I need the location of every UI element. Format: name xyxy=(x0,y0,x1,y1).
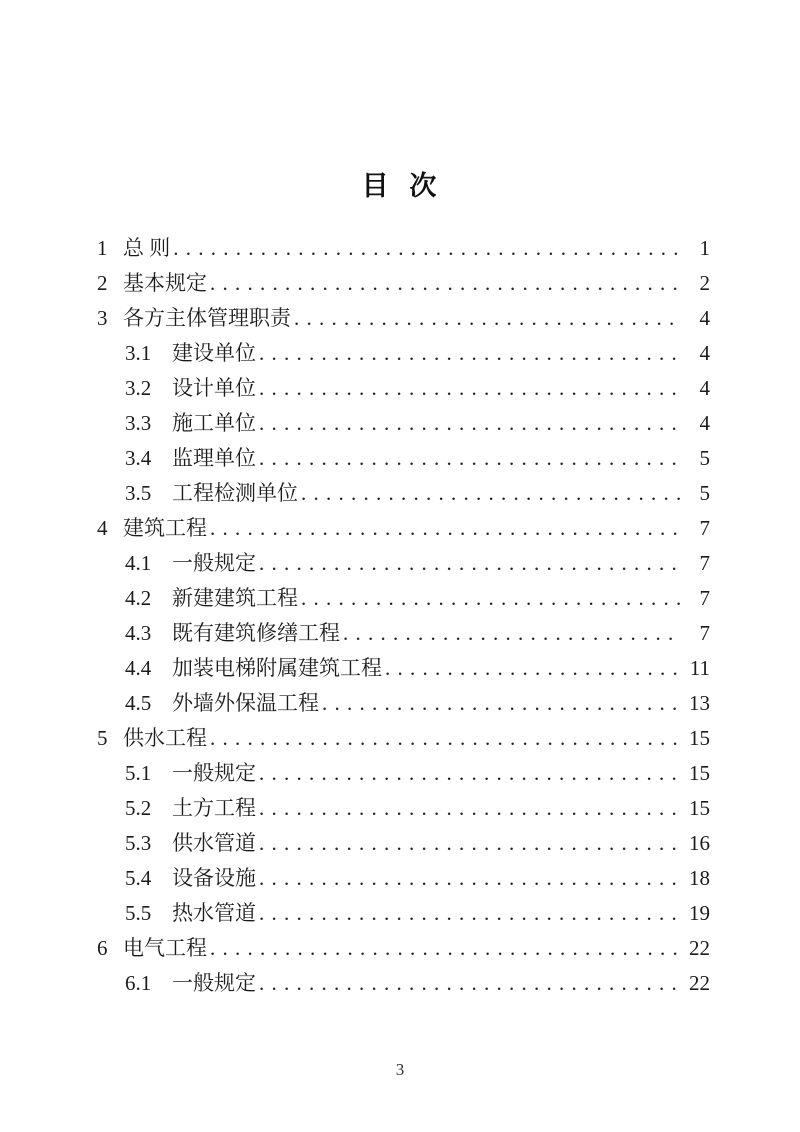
toc-entry-label: 一般规定 xyxy=(172,971,256,995)
toc-entry-page: 15 xyxy=(689,761,710,785)
toc-dot-leader xyxy=(259,371,680,406)
toc-entry-page: 7 xyxy=(699,516,710,540)
toc-entry-page: 5 xyxy=(699,446,710,470)
toc-entry-label: 总 则 xyxy=(123,236,171,260)
toc-entry xyxy=(97,546,710,581)
toc-entry-label: 土方工程 xyxy=(172,796,256,820)
toc-entry xyxy=(97,301,710,336)
toc-dot-leader xyxy=(259,966,680,1001)
toc-dot-leader xyxy=(259,546,680,581)
footer-page-number: 3 xyxy=(395,1060,405,1079)
toc-dot-leader xyxy=(259,406,680,441)
toc-entry xyxy=(97,581,710,616)
toc-entry-label: 新建建筑工程 xyxy=(172,586,298,610)
toc-entry xyxy=(97,791,710,826)
toc-dot-leader xyxy=(322,686,680,721)
toc-entry-label: 既有建筑修缮工程 xyxy=(172,621,340,645)
toc-entry-page: 4 xyxy=(699,306,710,330)
toc-entry-label: 供水管道 xyxy=(172,831,256,855)
toc-entry-number: 3.1 xyxy=(125,341,152,365)
toc-entry-page: 4 xyxy=(699,411,710,435)
toc-entry-page: 4 xyxy=(699,376,710,400)
toc-dot-leader xyxy=(173,231,680,266)
toc-entry-label: 施工单位 xyxy=(172,411,256,435)
toc-entry-number: 1 xyxy=(97,236,108,260)
toc-entry-number: 3.2 xyxy=(125,376,152,400)
toc-entry-page: 22 xyxy=(689,971,710,995)
toc-entry xyxy=(97,476,710,511)
toc-entry-label: 加装电梯附属建筑工程 xyxy=(172,656,382,680)
toc-entry-label: 设计单位 xyxy=(172,376,256,400)
toc-dot-leader xyxy=(259,861,680,896)
toc-entry xyxy=(97,616,710,651)
toc-entry-number: 2 xyxy=(97,271,108,295)
toc-entry-page: 13 xyxy=(689,691,710,715)
toc-entry xyxy=(97,756,710,791)
toc-dot-leader xyxy=(210,511,680,546)
toc-dot-leader xyxy=(385,651,680,686)
toc-entry-page: 11 xyxy=(689,656,710,680)
toc-entry-label: 各方主体管理职责 xyxy=(123,306,291,330)
toc-dot-leader xyxy=(210,721,680,756)
toc-entry-label: 建设单位 xyxy=(172,341,256,365)
toc-entry xyxy=(97,826,710,861)
toc-entry xyxy=(97,441,710,476)
toc-entry xyxy=(97,686,710,721)
toc-entry-page: 5 xyxy=(699,481,710,505)
toc-entry-number: 3.5 xyxy=(125,481,152,505)
toc-entry-label: 基本规定 xyxy=(123,271,207,295)
toc-entry-number: 6 xyxy=(97,936,108,960)
toc-entry-label: 供水工程 xyxy=(123,726,207,750)
toc-entry-label: 一般规定 xyxy=(172,551,256,575)
toc-entry-page: 7 xyxy=(699,621,710,645)
toc-entry-label: 设备设施 xyxy=(172,866,256,890)
toc-entry xyxy=(97,511,710,546)
toc-entry-page: 7 xyxy=(699,551,710,575)
toc-entry-number: 5.4 xyxy=(125,866,152,890)
toc-entry-number: 4.4 xyxy=(125,656,152,680)
toc-dot-leader xyxy=(259,896,680,931)
toc-entry-number: 3.4 xyxy=(125,446,152,470)
toc-entry-number: 5 xyxy=(97,726,108,750)
toc-list xyxy=(97,231,710,1001)
toc-entry xyxy=(97,266,710,301)
toc-entry-number: 4.3 xyxy=(125,621,152,645)
toc-entry-label: 监理单位 xyxy=(172,446,256,470)
toc-entry-page: 15 xyxy=(689,726,710,750)
toc-entry xyxy=(97,231,710,266)
toc-entry-page: 22 xyxy=(689,936,710,960)
toc-entry-page: 15 xyxy=(689,796,710,820)
toc-entry xyxy=(97,861,710,896)
toc-dot-leader xyxy=(210,931,680,966)
toc-entry-page: 7 xyxy=(699,586,710,610)
toc-entry xyxy=(97,336,710,371)
toc-dot-leader xyxy=(259,756,680,791)
toc-entry-label: 热水管道 xyxy=(172,901,256,925)
toc-entry-number: 5.5 xyxy=(125,901,152,925)
toc-entry-number: 3.3 xyxy=(125,411,152,435)
page-title: 目 次 xyxy=(361,171,439,201)
toc-entry-label: 工程检测单位 xyxy=(172,481,298,505)
toc-entry-number: 5.2 xyxy=(125,796,152,820)
toc-entry-number: 5.3 xyxy=(125,831,152,855)
toc-entry-number: 4.1 xyxy=(125,551,152,575)
toc-dot-leader xyxy=(294,301,680,336)
toc-dot-leader xyxy=(259,826,680,861)
toc-entry xyxy=(97,721,710,756)
toc-entry-label: 一般规定 xyxy=(172,761,256,785)
toc-entry-page: 1 xyxy=(699,236,710,260)
toc-dot-leader xyxy=(259,336,680,371)
toc-entry-label: 电气工程 xyxy=(123,936,207,960)
toc-entry xyxy=(97,371,710,406)
toc-entry-number: 4.5 xyxy=(125,691,152,715)
toc-entry-page: 4 xyxy=(699,341,710,365)
toc-entry-label: 建筑工程 xyxy=(123,516,207,540)
toc-entry-page: 19 xyxy=(689,901,710,925)
toc-entry-number: 4.2 xyxy=(125,586,152,610)
toc-dot-leader xyxy=(343,616,680,651)
toc-entry-label: 外墙外保温工程 xyxy=(172,691,319,715)
toc-entry-number: 5.1 xyxy=(125,761,152,785)
toc-dot-leader xyxy=(301,476,680,511)
toc-entry xyxy=(97,406,710,441)
toc-entry-page: 2 xyxy=(699,271,710,295)
toc-entry-number: 3 xyxy=(97,306,108,330)
toc-dot-leader xyxy=(301,581,680,616)
toc-entry-page: 16 xyxy=(689,831,710,855)
toc-entry xyxy=(97,931,710,966)
toc-dot-leader xyxy=(210,266,680,301)
toc-entry xyxy=(97,896,710,931)
toc-entry xyxy=(97,651,710,686)
toc-dot-leader xyxy=(259,441,680,476)
toc-dot-leader xyxy=(259,791,680,826)
toc-entry-page: 18 xyxy=(689,866,710,890)
toc-entry-number: 6.1 xyxy=(125,971,152,995)
toc-entry-number: 4 xyxy=(97,516,108,540)
toc-entry xyxy=(97,966,710,1001)
